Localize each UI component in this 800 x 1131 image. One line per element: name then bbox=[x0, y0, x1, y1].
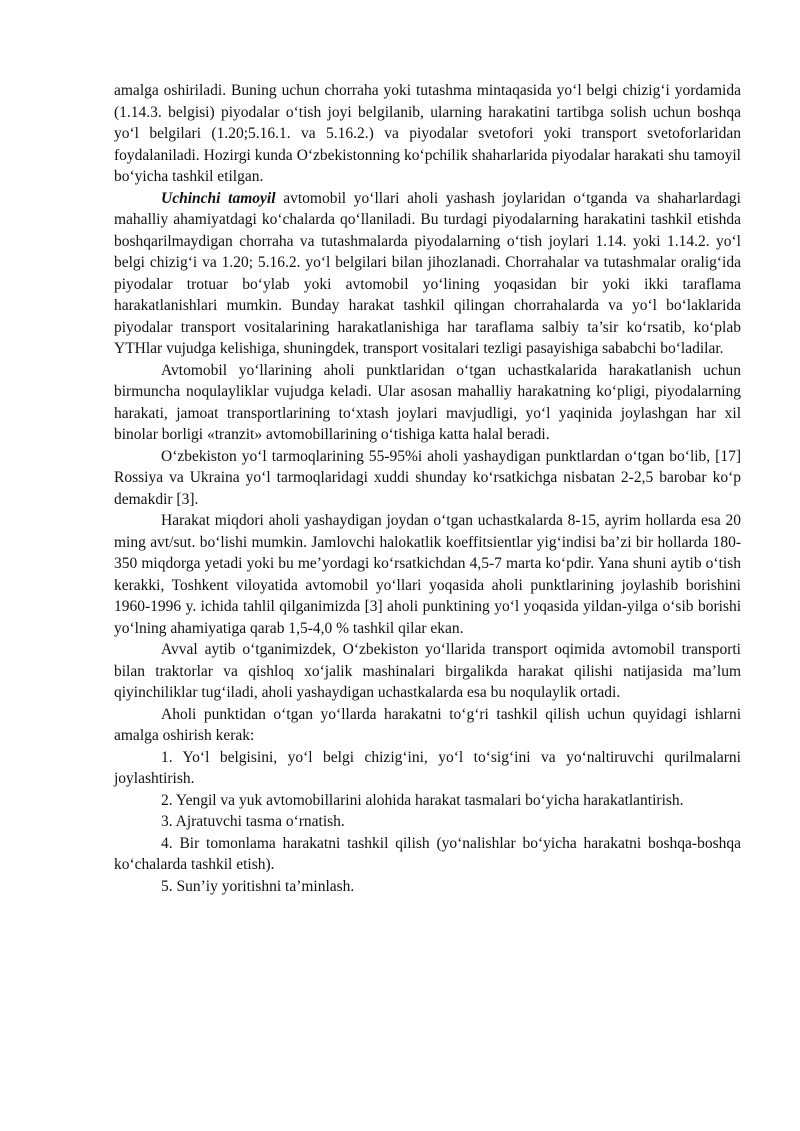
paragraph-continuation: amalga oshiriladi. Buning uchun chorraha yoki tutashma mintaqasida yo‘l belgi chizig‘i yordamida (1.14.3. belgisi) piyodalar o‘tish joyi belgilanib, ularning harakatini tartibga solish uchun boshqa yo‘l belgilari (1.20;5.16.1. va 5.16.2.) va piyodalar svetofori yoki transport svetoforlaridan foydalaniladi. Hozirgi kunda O‘zbekistonning ko‘pchilik shaharlarida piyodalar harakati shu tamoyil bo‘yicha tashkil etilgan. bbox=[114, 82, 741, 185]
paragraph-road-network-share: O‘zbekiston yo‘l tarmoqlarining 55-95%i aholi yashaydigan punktlardan o‘tgan bo‘lib, [17] Rossiya va Ukraina yo‘l tarmoqlaridagi xuddi shunday ko‘rsatkichga nisbatan 2-2,5 barobar ko‘p demakdir [3]. bbox=[114, 447, 741, 508]
paragraph-traffic-volume: Harakat miqdori aholi yashaydigan joydan o‘tgan uchastkalarda 8-15, ayrim hollarda esa 20 ming avt/sut. bo‘lishi mumkin. Jamlovchi halokatlik koeffitsientlar yig‘indisi ba’zi bir hollarda 180-350 miqdorga yetadi yoki bu me’yordagi ko‘rsatkichdan 4,5-7 marta ko‘pdir. Yana shuni aytib o‘tish kerakki, Toshkent viloyatida avtomobil yo‘llari yoqasida aholi punktlarining joylashib borishini 1960-1996 y. ichida tahlil qilganimizda [3] aholi punktining yo‘l yoqasida yildan-yilga o‘sib borishi yo‘lning ahamiyatiga qarab 1,5-4,0 % tashkil qilar ekan. bbox=[114, 512, 741, 637]
list-item: 1. Yo‘l belgisini, yo‘l belgi chizig‘ini, yo‘l to‘sig‘ini va yo‘naltiruvchi qurilmalarni joylashtirish. bbox=[114, 748, 741, 787]
paragraph-measures-intro: Aholi punktidan o‘tgan yo‘llarda harakatni to‘g‘ri tashkil qilish uchun quyidagi ishlarni amalga oshirish kerak: bbox=[114, 705, 741, 744]
list-item: 3. Ajratuvchi tasma o‘rnatish. bbox=[161, 813, 345, 830]
paragraph-third-principle-text: avtomobil yo‘llari aholi yashash joylaridan o‘tganda va shaharlardagi mahalliy ahamiyatdagi ko‘chalarda qo‘llaniladi. Bu turdagi piyodalarning harakatini tashkil etishda boshqarilmaydigan chorraha va tutashmalarda piyodalarning o‘tish joylari 1.14. yoki 1.14.2. yo‘l belgi chizig‘i va 1.20; 5.16.2. yo‘l belgilari bilan jihozlanadi. Chorrahalar va tutashmalar oralig‘ida piyodalar trotuar bo‘ylab yoki avtomobil yo‘lining yoqasidan bir yoki ikki taraflama harakatlanishlari mumkin. Bunday harakat tashkil qilingan chorrahalarda va yo‘l bo‘laklarida piyodalar transport vositalarining harakatlanishiga har taraflama salbiy ta’sir ko‘rsatib, ko‘plab YTHlar vujudga kelishiga, shuningdek, transport vositalari tezligi pasayishiga sababchi bo‘ladilar. bbox=[114, 189, 741, 357]
term-third-principle: Uchinchi tamoyil bbox=[161, 189, 276, 207]
list-item: 2. Yengil va yuk avtomobillarini alohida harakat tasmalari bo‘yicha harakatlantirish. bbox=[161, 791, 684, 809]
paragraph-road-sections: Avtomobil yo‘llarining aholi punktlaridan o‘tgan uchastkalarida harakatlanish uchun birmuncha noqulayliklar vujudga keladi. Ular asosan mahalliy harakatning ko‘pligi, piyodalarning harakati, jamoat transportlarining to‘xtash joylari mavjudligi, yo‘l yaqinida joylashgan har xil binolar borligi «tranzit» avtomobillarining o‘tishiga katta halal beradi. bbox=[114, 361, 741, 443]
list-item: 5. Sun’iy yoritishni ta’minlash. bbox=[161, 877, 355, 895]
paragraph-traffic-flow: Avval aytib o‘tganimizdek, O‘zbekiston yo‘llarida transport oqimida avtomobil transporti bilan traktorlar va qishloq xo‘jalik mashinalari birgalikda harakat qilishi natijasida ma’lum qiyinchiliklar tug‘iladi, aholi yashaydigan uchastkalarda esa bu noqulaylik ortadi. bbox=[114, 641, 741, 701]
list-item: 4. Bir tomonlama harakatni tashkil qilish (yo‘nalishlar bo‘yicha harakatni boshqa-boshqa ko‘chalarda tashkil etish). bbox=[114, 834, 741, 873]
paragraph-third-principle bbox=[114, 188, 741, 360]
document-page bbox=[114, 80, 741, 897]
